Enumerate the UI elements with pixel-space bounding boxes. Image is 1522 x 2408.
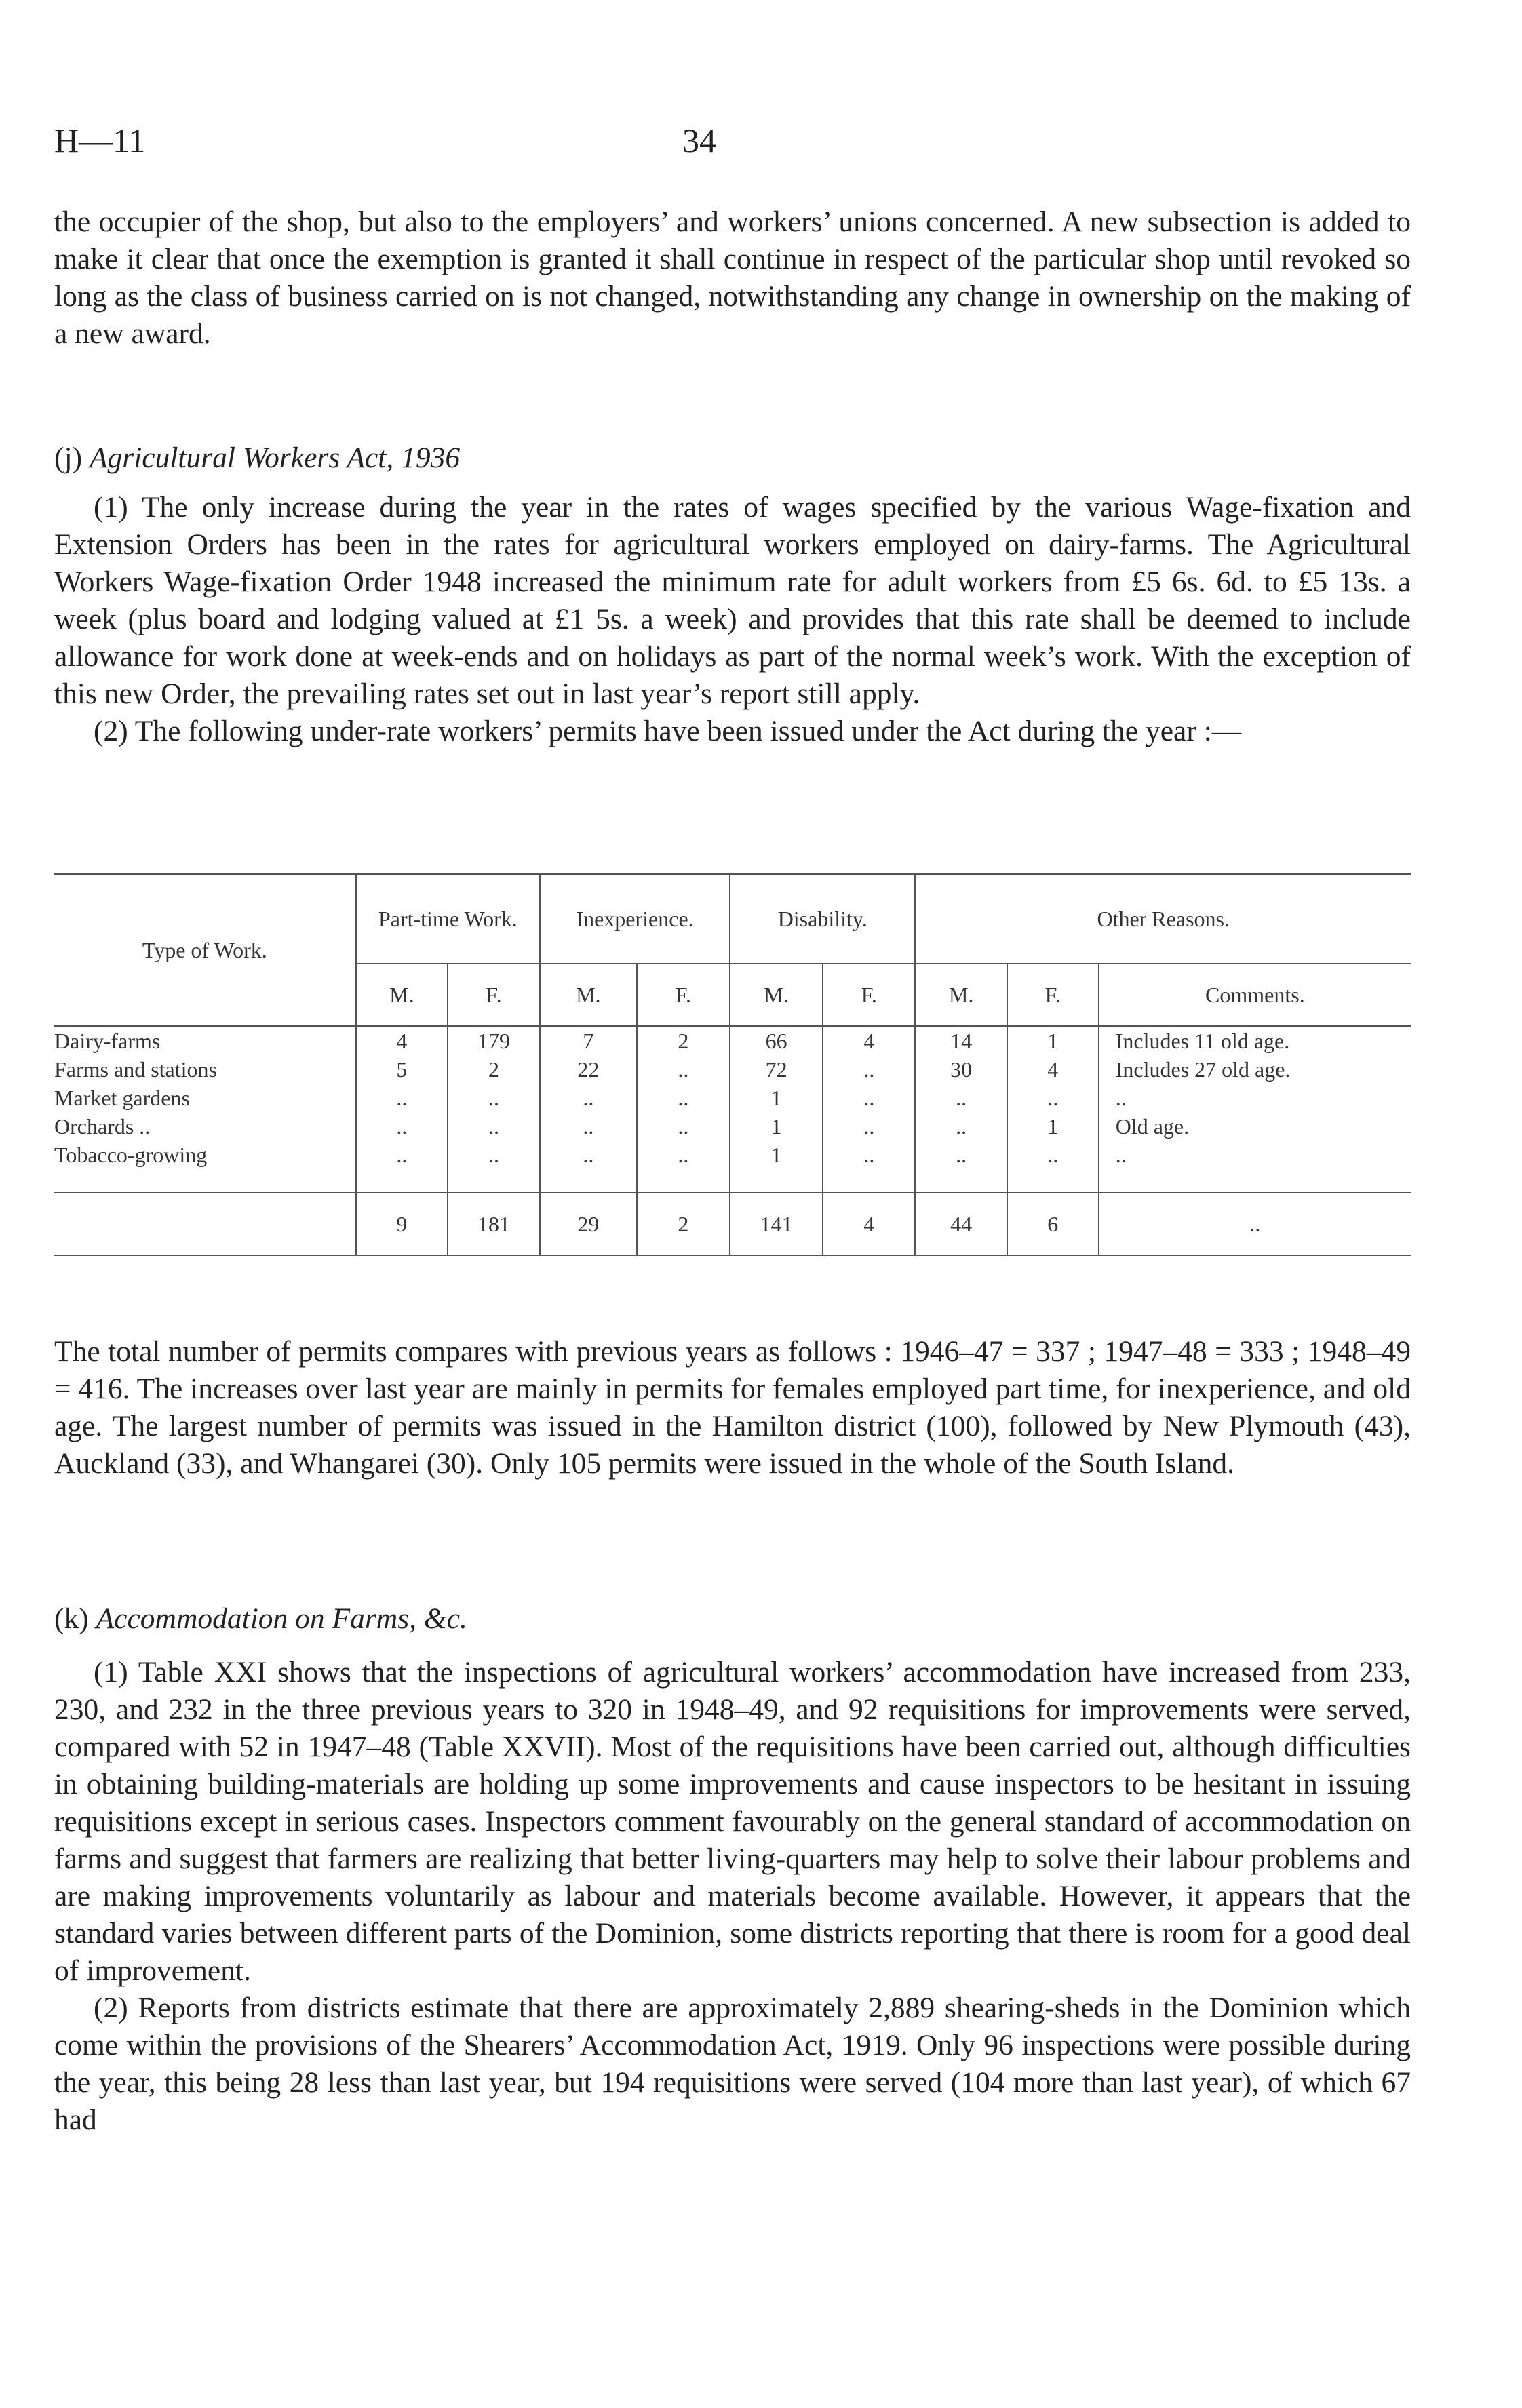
cell: 7 bbox=[540, 1026, 637, 1055]
totals-paragraph: The total number of permits compares with previous years as follows : 1946–47 = 337 ; 1947–48 = 333 ; 1948–49 = 416. The increases over last year are mainly in permits for females employed part time, for inexperience, and old age. The largest number of permits was issued in the Hamilton district (100), followed by New Plymouth (43), Auckland (33), and Whangarei (30). Only 105 permits were issued in the whole of the South Island. bbox=[54, 1335, 1411, 1480]
col-disability: Disability. bbox=[730, 875, 915, 964]
permits-table-block bbox=[54, 873, 1411, 1256]
totals-paragraph-block bbox=[54, 1333, 1411, 1482]
report-code: H—11 bbox=[54, 121, 146, 159]
table-totals-row bbox=[54, 1193, 1411, 1255]
continued-paragraph: the occupier of the shop, but also to the employers’ and workers’ unions concerned. A new subsection is added to make it clear that once the exemption is granted it shall continue in respect of the particular shop until revoked so long as the class of business carried on is not changed, notwithstanding any change in ownership on the making of a new award. bbox=[54, 205, 1411, 350]
cell: .. bbox=[637, 1055, 730, 1084]
cell-type: Farms and stations bbox=[54, 1057, 217, 1082]
total-cell: .. bbox=[1099, 1193, 1411, 1255]
cell: .. bbox=[823, 1055, 915, 1084]
cell: 1 bbox=[1007, 1026, 1099, 1055]
cell: .. bbox=[540, 1112, 637, 1141]
sub-m: M. bbox=[356, 964, 448, 1026]
cell-type: Dairy-farms bbox=[54, 1028, 161, 1053]
sub-f: F. bbox=[448, 964, 540, 1026]
cell-comment: .. bbox=[1099, 1084, 1411, 1112]
cell-comment: .. bbox=[1099, 1141, 1411, 1193]
table-row bbox=[54, 1141, 1411, 1193]
cell-type: Market gardens bbox=[54, 1085, 190, 1110]
cell: .. bbox=[448, 1141, 540, 1193]
permits-table bbox=[54, 873, 1411, 1256]
section-k-label: (k) bbox=[54, 1602, 89, 1635]
cell: 4 bbox=[823, 1026, 915, 1055]
section-k-paragraph-1: (1) Table XXI shows that the inspections of agricultural workers’ accommodation have increased from 233, 230, and 232 in the three previous years to 320 in 1948–49, and 92 requisitions for improvements were served, compared with 52 in 1947–48 (Table XXVII). Most of the requisitions have been carried out, although difficulties in obtaining building-materials are holding up some improvements and cause inspectors to be hesitant in issuing requisitions except in serious cases. Inspectors comment favourably on the general standard of accommodation on farms and suggest that farmers are realizing that better living-quarters may help to solve their labour problems and are making improvements voluntarily as labour and materials become available. However, it appears that the standard varies between different parts of the Dominion, some districts reporting that there is room for a good deal of improvement. bbox=[54, 1656, 1411, 1987]
cell: .. bbox=[540, 1084, 637, 1112]
section-j-paragraph-2: (2) The following under-rate workers’ permits have been issued under the Act during the year :— bbox=[94, 715, 1242, 747]
sub-f: F. bbox=[1007, 964, 1099, 1026]
section-j-title: Agricultural Workers Act, 1936 bbox=[89, 441, 461, 474]
section-j bbox=[54, 439, 1411, 750]
sub-f: F. bbox=[823, 964, 915, 1026]
cell: .. bbox=[356, 1112, 448, 1141]
cell: .. bbox=[823, 1112, 915, 1141]
section-j-label: (j) bbox=[54, 441, 83, 474]
cell: .. bbox=[637, 1112, 730, 1141]
cell: .. bbox=[1007, 1141, 1099, 1193]
table-row bbox=[54, 1055, 1411, 1084]
cell-type: Orchards .. bbox=[54, 1113, 151, 1139]
cell: .. bbox=[637, 1141, 730, 1193]
cell: .. bbox=[448, 1112, 540, 1141]
cell: .. bbox=[1007, 1084, 1099, 1112]
cell-type: Tobacco-growing bbox=[54, 1142, 208, 1167]
cell-comment: Includes 27 old age. bbox=[1099, 1055, 1411, 1084]
total-cell: 44 bbox=[915, 1193, 1007, 1255]
cell: 14 bbox=[915, 1026, 1007, 1055]
cell: 1 bbox=[730, 1112, 823, 1141]
section-k-paragraph-2: (2) Reports from districts estimate that there are approximately 2,889 shearing-sheds in the Dominion which come within the provisions of the Shearers’ Accommodation Act, 1919. Only 96 inspections were possible during the year, this being 28 less than last year, but 194 requisitions were served (104 more than last year), of which 67 had bbox=[54, 1992, 1411, 2136]
col-inexperience: Inexperience. bbox=[540, 875, 730, 964]
cell: 1 bbox=[730, 1141, 823, 1193]
col-part-time: Part-time Work. bbox=[356, 875, 540, 964]
table-row bbox=[54, 1112, 1411, 1141]
sub-m: M. bbox=[730, 964, 823, 1026]
section-k-title: Accommodation on Farms, &c. bbox=[96, 1602, 467, 1635]
section-k-heading bbox=[54, 1600, 1411, 1638]
sub-m: M. bbox=[540, 964, 637, 1026]
cell: 30 bbox=[915, 1055, 1007, 1084]
cell: 2 bbox=[637, 1026, 730, 1055]
cell: 22 bbox=[540, 1055, 637, 1084]
cell: .. bbox=[823, 1141, 915, 1193]
cell: 66 bbox=[730, 1026, 823, 1055]
page-header bbox=[54, 121, 1411, 161]
cell: .. bbox=[915, 1112, 1007, 1141]
cell: 179 bbox=[448, 1026, 540, 1055]
sub-f: F. bbox=[637, 964, 730, 1026]
cell: 2 bbox=[448, 1055, 540, 1084]
total-cell: 181 bbox=[448, 1193, 540, 1255]
total-cell: 4 bbox=[823, 1193, 915, 1255]
cell: .. bbox=[915, 1084, 1007, 1112]
total-cell: 141 bbox=[730, 1193, 823, 1255]
sub-comments: Comments. bbox=[1099, 964, 1411, 1026]
cell: 5 bbox=[356, 1055, 448, 1084]
table-row bbox=[54, 1026, 1411, 1055]
total-cell: 29 bbox=[540, 1193, 637, 1255]
cell-comment: Old age. bbox=[1099, 1112, 1411, 1141]
cell-comment: Includes 11 old age. bbox=[1099, 1026, 1411, 1055]
total-cell: 9 bbox=[356, 1193, 448, 1255]
col-type-of-work: Type of Work. bbox=[54, 875, 356, 1026]
table-header-row bbox=[54, 875, 1411, 964]
table-row bbox=[54, 1084, 1411, 1112]
section-j-heading bbox=[54, 439, 1411, 477]
continued-paragraph-block bbox=[54, 203, 1411, 353]
cell: .. bbox=[637, 1084, 730, 1112]
cell: 1 bbox=[1007, 1112, 1099, 1141]
total-cell: 6 bbox=[1007, 1193, 1099, 1255]
cell: 1 bbox=[730, 1084, 823, 1112]
cell: 4 bbox=[1007, 1055, 1099, 1084]
cell-total-label bbox=[54, 1193, 356, 1255]
page-number: 34 bbox=[682, 121, 716, 159]
cell: .. bbox=[356, 1141, 448, 1193]
col-other-reasons: Other Reasons. bbox=[915, 875, 1411, 964]
total-cell: 2 bbox=[637, 1193, 730, 1255]
section-k bbox=[54, 1600, 1411, 2139]
cell: .. bbox=[540, 1141, 637, 1193]
cell: .. bbox=[356, 1084, 448, 1112]
sub-m: M. bbox=[915, 964, 1007, 1026]
cell: .. bbox=[823, 1084, 915, 1112]
cell: 72 bbox=[730, 1055, 823, 1084]
section-j-paragraph-1: (1) The only increase during the year in the rates of wages specified by the various Wage-fixation and Extension Orders has been in the rates for agricultural workers employed on dairy-farms. The Agricultural Workers Wage-fixation Order 1948 increased the minimum rate for adult workers from £5 6s. 6d. to £5 13s. a week (plus board and lodging valued at £1 5s. a week) and provides that this rate shall be deemed to include allowance for work done at week-ends and on holidays as part of the normal week’s work. With the exception of this new Order, the prevailing rates set out in last year’s report still apply. bbox=[54, 491, 1411, 710]
cell: .. bbox=[448, 1084, 540, 1112]
cell: .. bbox=[915, 1141, 1007, 1193]
cell: 4 bbox=[356, 1026, 448, 1055]
